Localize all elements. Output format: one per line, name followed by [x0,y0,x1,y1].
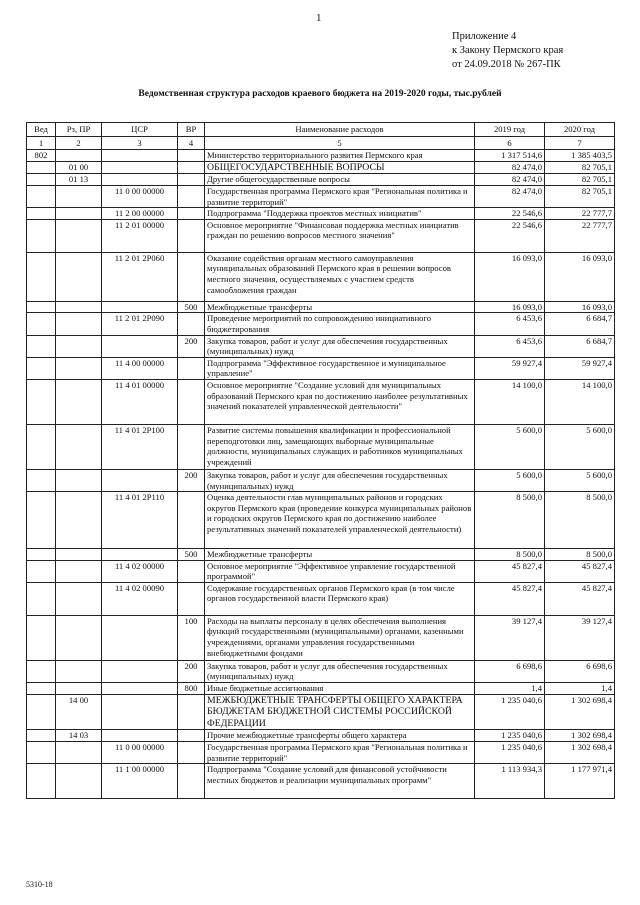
cell-2019: 16 093,0 [475,252,545,301]
cell-2020: 1,4 [545,683,615,695]
table-row [27,764,615,799]
cell-2019: 6 698,6 [475,660,545,682]
cell-name: Основное мероприятие "Создание условий для муниципальных образований Пермского края по достижению наиболее результативных значений показателей управленческой деятельности" [205,379,475,424]
cell-csr [102,469,178,491]
cell-csr [102,301,178,313]
cell-csr: 11 4 01 2Р100 [102,424,178,469]
cell-csr: 11 2 00 00000 [102,208,178,220]
column-number-row [27,136,615,150]
cell-2020: 6 684,7 [545,313,615,335]
cell-vr: 500 [178,301,205,313]
cell-2019: 82 474,0 [475,185,545,207]
table-row [27,379,615,424]
cell-2020: 45 827,4 [545,560,615,582]
cell-vr: 800 [178,683,205,695]
cell-2019: 14 100,0 [475,379,545,424]
table-row [27,560,615,582]
cell-csr [102,549,178,561]
cell-name: Иные бюджетные ассигнования [205,683,475,695]
cell-name: Подпрограмма "Создание условий для финансовой устойчивости местных бюджетов и реализации муниципальных программ" [205,764,475,799]
header-2020: 2020 год [545,123,615,137]
cell-csr [102,694,178,730]
cell-rz [56,615,102,660]
appendix-line-1: Приложение 4 [452,31,517,42]
cell-rz: 14 00 [56,694,102,730]
cell-csr: 11 4 01 2Р110 [102,492,178,549]
cell-vr [178,379,205,424]
cell-rz [56,764,102,799]
cell-rz [56,660,102,682]
cell-ved [27,560,56,582]
cell-csr [102,683,178,695]
cell-vr [178,219,205,252]
cell-csr: 11 4 01 00000 [102,379,178,424]
cell-2019: 8 500,0 [475,492,545,549]
cell-2020: 1 302 698,4 [545,730,615,742]
header-rz: Рз, ПР [56,123,102,137]
cell-rz [56,219,102,252]
table-row [27,335,615,357]
cell-vr [178,492,205,549]
cell-csr: 11 0 00 00000 [102,742,178,764]
cell-ved [27,730,56,742]
cell-name: Межбюджетные трансферты [205,549,475,561]
cell-vr [178,560,205,582]
cell-name: Оценка деятельности глав муниципальных районов и городских округов Пермского края (проведение конкурса муниципальных районов и городских округов Пермского края по достижению наиболее результативных значений показателей управленческой деятельности) [205,492,475,549]
cell-vr: 200 [178,469,205,491]
table-row [27,660,615,682]
cell-2019: 1 317 514,6 [475,150,545,162]
cell-vr [178,150,205,162]
cell-2019: 1,4 [475,683,545,695]
table-row [27,219,615,252]
cell-name: Содержание государственных органов Пермского края (в том числе органов государственной власти Пермского края) [205,582,475,615]
cell-rz [56,208,102,220]
cell-name: Основное мероприятие "Эффективное управление государственной программой" [205,560,475,582]
table-row [27,492,615,549]
cell-name: Подпрограмма "Поддержка проектов местных инициатив" [205,208,475,220]
cell-2019: 16 093,0 [475,301,545,313]
cell-2020: 8 500,0 [545,549,615,561]
table-body [27,150,615,799]
col-number: 2 [56,136,102,150]
col-number: 1 [27,136,56,150]
table-row [27,301,615,313]
cell-2020: 45 827,4 [545,582,615,615]
cell-vr [178,730,205,742]
cell-2019: 8 500,0 [475,549,545,561]
cell-2019: 5 600,0 [475,424,545,469]
header-2019: 2019 год [475,123,545,137]
cell-csr [102,150,178,162]
cell-vr [178,694,205,730]
cell-name: Закупка товаров, работ и услуг для обеспечения государственных (муниципальных) нужд [205,469,475,491]
cell-vr: 100 [178,615,205,660]
table-row [27,313,615,335]
cell-vr: 500 [178,549,205,561]
cell-csr [102,174,178,186]
cell-ved [27,185,56,207]
cell-rz [56,560,102,582]
cell-2020: 82 705,1 [545,185,615,207]
cell-rz [56,742,102,764]
cell-name: ОБЩЕГОСУДАРСТВЕННЫЕ ВОПРОСЫ [205,161,475,174]
table-row [27,150,615,162]
cell-2019: 82 474,0 [475,161,545,174]
col-number: 7 [545,136,615,150]
cell-rz [56,582,102,615]
cell-name: Закупка товаров, работ и услуг для обеспечения государственных (муниципальных) нужд [205,335,475,357]
header-vr: ВР [178,123,205,137]
cell-name: Министерство территориального развития Пермского края [205,150,475,162]
cell-vr [178,252,205,301]
table-row [27,357,615,379]
cell-csr: 11 2 01 2Р060 [102,252,178,301]
cell-rz [56,185,102,207]
cell-ved [27,161,56,174]
cell-csr [102,161,178,174]
cell-vr [178,424,205,469]
cell-2020: 6 698,6 [545,660,615,682]
cell-2019: 59 927,4 [475,357,545,379]
table-row [27,252,615,301]
cell-name: Расходы на выплаты персоналу в целях обеспечения выполнения функций государственными (муниципальными) органами, казенными учреждениями, органами управления государственными внебюджетными фондами [205,615,475,660]
cell-ved [27,469,56,491]
cell-name: Межбюджетные трансферты [205,301,475,313]
cell-2020: 22 777,7 [545,208,615,220]
cell-ved [27,582,56,615]
cell-2020: 1 302 698,4 [545,742,615,764]
cell-2020: 1 177 971,4 [545,764,615,799]
footer-code: 5310-18 [26,880,53,889]
cell-rz: 01 00 [56,161,102,174]
cell-ved [27,313,56,335]
appendix-block [452,30,563,72]
cell-ved [27,660,56,682]
cell-rz [56,492,102,549]
cell-rz [56,549,102,561]
cell-2020: 14 100,0 [545,379,615,424]
cell-2020: 5 600,0 [545,469,615,491]
cell-rz: 14 03 [56,730,102,742]
cell-vr [178,742,205,764]
cell-2020: 8 500,0 [545,492,615,549]
cell-2020: 16 093,0 [545,252,615,301]
cell-vr [178,208,205,220]
cell-csr [102,335,178,357]
cell-2019: 1 235 040,6 [475,730,545,742]
cell-2020: 1 385 403,5 [545,150,615,162]
cell-ved [27,357,56,379]
cell-2020: 82 705,1 [545,174,615,186]
cell-vr [178,185,205,207]
cell-2020: 1 302 698,4 [545,694,615,730]
table-row [27,683,615,695]
cell-vr [178,582,205,615]
col-number: 6 [475,136,545,150]
cell-csr: 11 2 01 00000 [102,219,178,252]
cell-ved [27,174,56,186]
cell-name: Прочие межбюджетные трансферты общего характера [205,730,475,742]
cell-2019: 5 600,0 [475,469,545,491]
cell-2019: 45 827,4 [475,582,545,615]
cell-csr: 11 1 00 00000 [102,764,178,799]
cell-ved [27,219,56,252]
appendix-line-3: от 24.09.2018 № 267-ПК [452,59,561,70]
cell-name: МЕЖБЮДЖЕТНЫЕ ТРАНСФЕРТЫ ОБЩЕГО ХАРАКТЕРА БЮДЖЕТАМ БЮДЖЕТНОЙ СИСТЕМЫ РОССИЙСКОЙ ФЕДЕРАЦИИ [205,694,475,730]
cell-rz [56,357,102,379]
cell-2020: 39 127,4 [545,615,615,660]
col-number: 4 [178,136,205,150]
cell-name: Государственная программа Пермского края "Региональная политика и развитие территорий" [205,185,475,207]
cell-csr: 11 4 02 00000 [102,560,178,582]
table-row [27,174,615,186]
cell-vr [178,161,205,174]
cell-2020: 6 684,7 [545,335,615,357]
cell-ved [27,335,56,357]
cell-2019: 22 546,6 [475,219,545,252]
cell-vr [178,764,205,799]
header-row [27,123,615,137]
cell-ved [27,379,56,424]
cell-name: Закупка товаров, работ и услуг для обеспечения государственных (муниципальных) нужд [205,660,475,682]
cell-ved [27,742,56,764]
header-name: Наименование расходов [205,123,475,137]
cell-2019: 6 453,6 [475,313,545,335]
cell-name: Подпрограмма "Эффективное государственное и муниципальное управление" [205,357,475,379]
cell-2020: 16 093,0 [545,301,615,313]
cell-csr: 11 4 00 00000 [102,357,178,379]
cell-ved [27,301,56,313]
cell-2019: 82 474,0 [475,174,545,186]
cell-csr: 11 0 00 00000 [102,185,178,207]
cell-name: Другие общегосударственные вопросы [205,174,475,186]
cell-ved [27,492,56,549]
cell-ved [27,208,56,220]
cell-vr [178,174,205,186]
cell-csr [102,660,178,682]
cell-name: Развитие системы повышения квалификации и профессиональной переподготовки лиц, замещающих выборные муниципальные должности, муниципальных служащих и работников муниципальных учреждений [205,424,475,469]
cell-rz [56,469,102,491]
cell-ved [27,694,56,730]
cell-vr: 200 [178,660,205,682]
header-ved: Вед [27,123,56,137]
appendix-line-2: к Закону Пермского края [452,45,564,56]
table-row [27,582,615,615]
cell-2019: 1 113 934,3 [475,764,545,799]
cell-vr: 200 [178,335,205,357]
table-row [27,424,615,469]
cell-rz [56,301,102,313]
cell-rz [56,335,102,357]
cell-name: Государственная программа Пермского края "Региональная политика и развитие территорий" [205,742,475,764]
cell-ved [27,764,56,799]
cell-ved [27,683,56,695]
cell-2020: 5 600,0 [545,424,615,469]
table-row [27,549,615,561]
table-row [27,742,615,764]
cell-name: Проведение мероприятий по сопровождению инициативного бюджетирования [205,313,475,335]
table-row [27,730,615,742]
cell-csr: 11 2 01 2Р090 [102,313,178,335]
cell-2019: 45 827,4 [475,560,545,582]
col-number: 5 [205,136,475,150]
cell-2019: 1 235 040,6 [475,694,545,730]
table-row [27,161,615,174]
cell-vr [178,313,205,335]
table-row [27,469,615,491]
table-row [27,185,615,207]
cell-rz [56,424,102,469]
cell-vr [178,357,205,379]
cell-ved [27,615,56,660]
table-row [27,208,615,220]
cell-rz [56,150,102,162]
cell-ved: 802 [27,150,56,162]
cell-csr: 11 4 02 00090 [102,582,178,615]
cell-ved [27,549,56,561]
page-number: 1 [316,12,322,24]
cell-2019: 6 453,6 [475,335,545,357]
cell-2019: 22 546,6 [475,208,545,220]
cell-ved [27,424,56,469]
cell-name: Основное мероприятие "Финансовая поддержка местных инициатив граждан по решению вопросов местного значения" [205,219,475,252]
cell-2019: 1 235 040,6 [475,742,545,764]
cell-rz [56,683,102,695]
cell-ved [27,252,56,301]
header-csr: ЦСР [102,123,178,137]
cell-2019: 39 127,4 [475,615,545,660]
cell-rz [56,252,102,301]
table-row [27,615,615,660]
cell-rz [56,313,102,335]
table-row [27,694,615,730]
budget-table [26,122,615,799]
cell-2020: 22 777,7 [545,219,615,252]
cell-csr [102,615,178,660]
cell-2020: 59 927,4 [545,357,615,379]
cell-rz [56,379,102,424]
cell-name: Оказание содействия органам местного самоуправления муниципальных образований Пермского края в решении вопросов местного значения, осуществляемых с участием средств самообложения граждан [205,252,475,301]
cell-csr [102,730,178,742]
document-title: Ведомственная структура расходов краевого бюджета на 2019-2020 годы, тыс.рублей [138,89,502,99]
cell-2020: 82 705,1 [545,161,615,174]
col-number: 3 [102,136,178,150]
cell-rz: 01 13 [56,174,102,186]
